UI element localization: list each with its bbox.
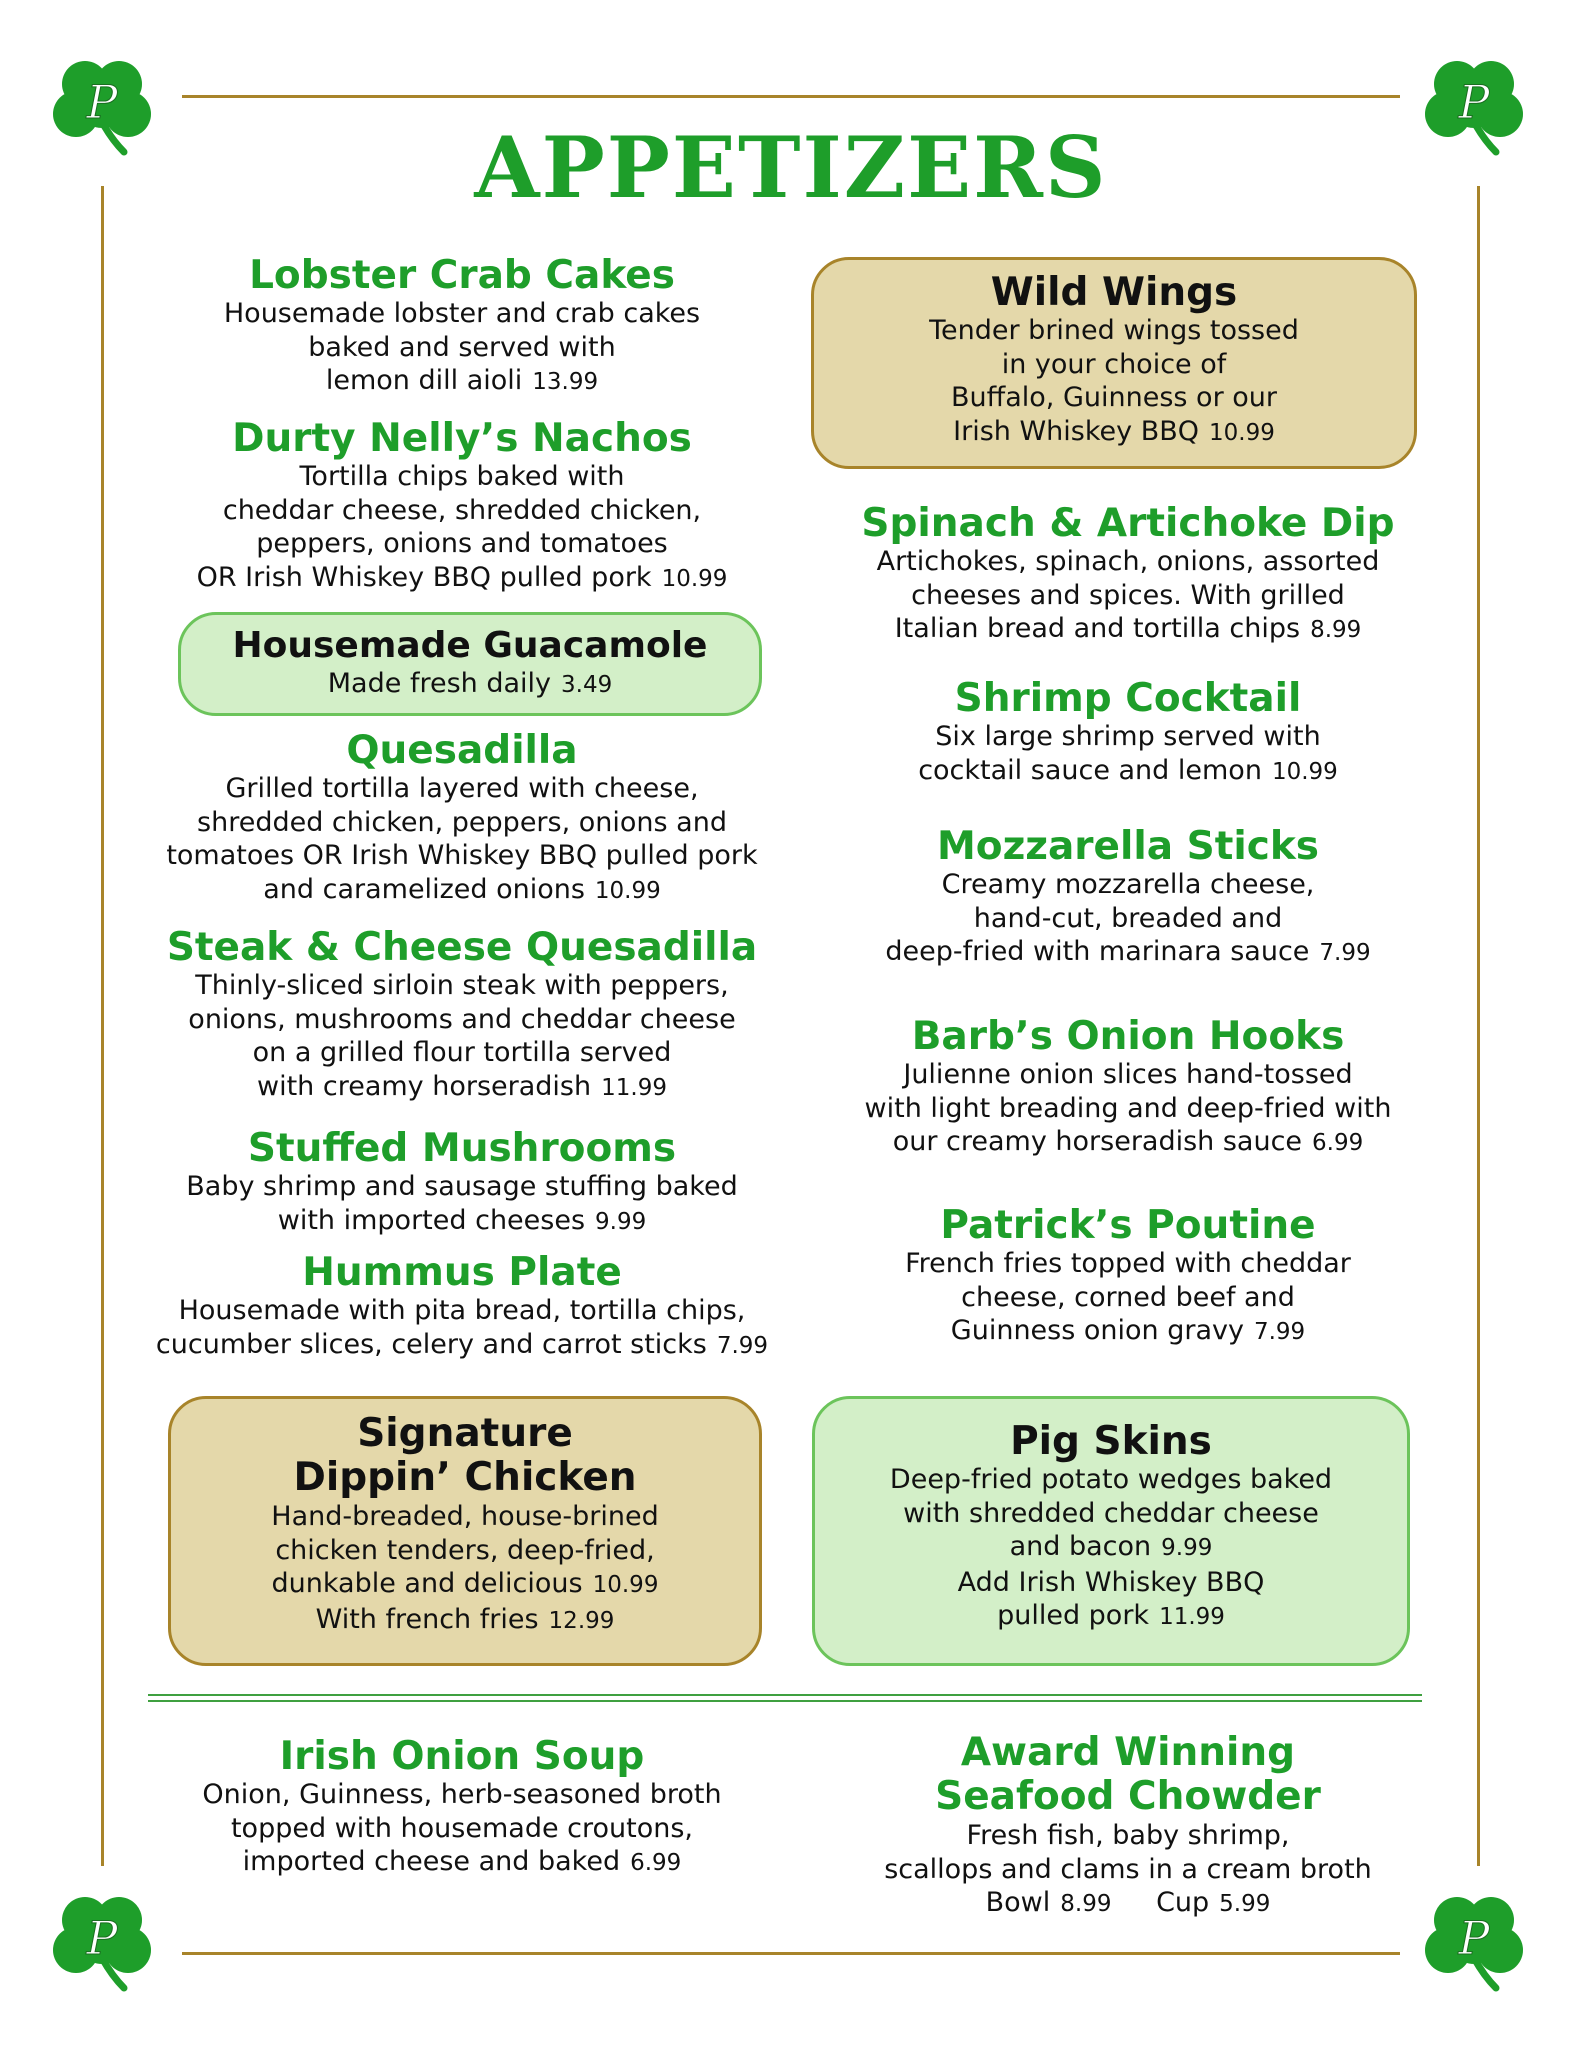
menu-item-quesadilla	[150, 730, 774, 908]
item-desc-line: with shredded cheddar cheese	[903, 1497, 1319, 1529]
item-desc-line: Italian bread and tortilla chips	[894, 613, 1301, 644]
item-desc-line: cocktail sauce and lemon	[918, 754, 1262, 786]
item-name: Spinach & Artichoke Dip	[861, 501, 1395, 546]
menu-item-steak-cheese-quesadilla	[150, 927, 774, 1105]
item-price: 10.99	[661, 565, 728, 592]
menu-item-pig-skins	[812, 1421, 1410, 1635]
item-price: 7.99	[1319, 940, 1371, 966]
menu-item-onion-hooks	[800, 1016, 1456, 1161]
cup-label: Cup	[1156, 1887, 1210, 1918]
item-desc-line: onions, mushrooms and cheddar cheese	[188, 1003, 736, 1035]
item-desc-line: Fresh fish, baby shrimp,	[966, 1820, 1290, 1851]
divider-line	[148, 1694, 1422, 1696]
item-name: Quesadilla	[346, 728, 578, 773]
item-price: 12.99	[548, 1607, 615, 1634]
item-desc-line: imported cheese and baked	[242, 1846, 621, 1877]
item-desc-line: With french fries	[315, 1603, 539, 1635]
item-price: 9.99	[1161, 1535, 1213, 1561]
item-desc-line: Add Irish Whiskey BBQ	[957, 1566, 1265, 1598]
item-price: 10.99	[594, 877, 661, 904]
item-desc-line: shredded chicken, peppers, onions and	[197, 806, 727, 838]
item-price: 9.99	[595, 1208, 647, 1235]
item-desc-line: in your choice of	[1001, 348, 1227, 380]
item-desc-line: French fries topped with cheddar	[905, 1248, 1351, 1279]
right-border-line	[1477, 186, 1480, 1866]
item-name: Barb’s Onion Hooks	[911, 1014, 1345, 1059]
item-price: 7.99	[1253, 1319, 1306, 1345]
item-price: 13.99	[532, 369, 599, 395]
top-border-line	[182, 95, 1400, 98]
menu-item-stuffed-mushrooms	[150, 1128, 774, 1239]
logo-letter: P	[1458, 1911, 1490, 1965]
item-desc-line: our creamy horseradish sauce	[892, 1126, 1303, 1157]
item-desc-line: pulled pork	[997, 1600, 1150, 1631]
menu-item-shrimp-cocktail	[800, 678, 1456, 789]
item-name: Housemade Guacamole	[232, 625, 708, 666]
item-price: 8.99	[1310, 617, 1362, 643]
item-desc-line: Onion, Guinness, herb-seasoned broth	[202, 1779, 722, 1810]
item-desc-line: Housemade with pita bread, tortilla chips,	[178, 1295, 746, 1326]
divider-line	[148, 1700, 1422, 1702]
item-desc-line: cheddar cheese, shredded chicken,	[222, 494, 702, 526]
item-desc-line: topped with housemade croutons,	[230, 1812, 694, 1844]
item-desc-line: Deep-fried potato wedges baked	[889, 1464, 1333, 1495]
item-desc-line: cucumber slices, celery and carrot sticks	[155, 1328, 707, 1360]
cup-price: 5.99	[1219, 1891, 1271, 1917]
item-name: Hummus Plate	[302, 1250, 622, 1295]
item-desc-line: Artichokes, spinach, onions, assorted	[876, 546, 1380, 577]
item-desc-line: and caramelized onions	[263, 873, 585, 905]
bowl-price: 8.99	[1060, 1891, 1112, 1917]
item-name: Pig Skins	[1010, 1419, 1212, 1464]
item-desc-line: Grilled tortilla layered with cheese,	[225, 773, 699, 804]
item-desc-line: with light breading and deep-fried with	[864, 1092, 1392, 1124]
item-name: Wild Wings	[990, 270, 1238, 315]
page-title: APPETIZERS	[474, 118, 1108, 217]
item-desc-line: Creamy mozzarella cheese,	[941, 869, 1315, 900]
item-price: 7.99	[716, 1332, 769, 1359]
item-name: Lobster Crab Cakes	[249, 253, 675, 298]
item-desc-line: Irish Whiskey BBQ	[953, 415, 1199, 447]
item-desc-line: Buffalo, Guinness or our	[951, 382, 1277, 413]
item-desc-line: Hand-breaded, house-brined	[271, 1501, 659, 1532]
item-name: Steak & Cheese Quesadilla	[166, 925, 758, 970]
item-desc-line: Tortilla chips baked with	[299, 461, 625, 492]
menu-item-poutine	[800, 1205, 1456, 1350]
item-desc-line: tomatoes OR Irish Whiskey BBQ pulled pork	[166, 840, 758, 871]
item-name: Patrick’s Poutine	[940, 1203, 1316, 1248]
item-desc-line: Guinness onion gravy	[950, 1315, 1244, 1346]
item-desc-line: with creamy horseradish	[257, 1070, 592, 1102]
bowl-label: Bowl	[985, 1887, 1051, 1918]
item-desc-line: peppers, onions and tomatoes	[256, 528, 668, 559]
item-name: Seafood Chowder	[935, 1774, 1321, 1819]
item-name: Dippin’ Chicken	[293, 1455, 637, 1500]
item-desc-line: baked and served with	[308, 331, 616, 363]
menu-item-lobster-crab-cakes	[150, 255, 774, 400]
item-price: 10.99	[1271, 758, 1338, 785]
item-desc-line: Tender brined wings tossed	[929, 315, 1299, 346]
logo-letter: P	[86, 1911, 118, 1965]
item-price: 6.99	[1312, 1130, 1364, 1156]
item-desc-line: dunkable and delicious	[271, 1568, 583, 1599]
logo-letter: P	[1458, 75, 1490, 129]
item-desc-line: Baby shrimp and sausage stuffing baked	[186, 1171, 738, 1202]
item-desc-line: Housemade lobster and crab cakes	[223, 298, 701, 329]
bottom-border-line	[182, 1952, 1400, 1955]
menu-item-hummus-plate	[140, 1252, 784, 1363]
menu-item-nachos	[150, 418, 774, 596]
item-desc-line: with imported cheeses	[277, 1204, 586, 1236]
item-price: 3.49	[561, 672, 613, 698]
item-desc-line: hand-cut, breaded and	[973, 902, 1283, 934]
item-price: 11.99	[601, 1074, 667, 1101]
item-price: 6.99	[630, 1850, 682, 1876]
item-price: 11.99	[1159, 1604, 1225, 1630]
item-name: Stuffed Mushrooms	[247, 1126, 677, 1171]
menu-item-mozzarella-sticks	[800, 826, 1456, 971]
item-price: 10.99	[592, 1572, 659, 1598]
item-desc-line: on a grilled flour tortilla served	[252, 1037, 672, 1068]
item-name: Shrimp Cocktail	[954, 676, 1302, 721]
item-desc-line: cheeses and spices. With grilled	[911, 579, 1345, 611]
item-name: Mozzarella Sticks	[936, 824, 1319, 869]
item-name: Signature	[357, 1411, 573, 1456]
item-desc-line: scallops and clams in a cream broth	[884, 1853, 1372, 1885]
logo-letter: P	[86, 75, 118, 129]
item-desc-line: Thinly-sliced sirloin steak with peppers,	[195, 970, 729, 1001]
item-desc-line: and bacon	[1009, 1531, 1152, 1562]
left-border-line	[101, 186, 104, 1866]
item-price: 10.99	[1209, 419, 1275, 446]
menu-item-guacamole	[178, 625, 762, 703]
menu-item-spinach-artichoke-dip	[800, 503, 1456, 648]
menu-item-wild-wings	[811, 272, 1417, 450]
item-desc-line: Made fresh daily	[327, 668, 551, 699]
menu-item-dippin-chicken	[168, 1412, 762, 1638]
item-desc-line: deep-fried with marinara sauce	[885, 936, 1310, 967]
clover-logo-icon	[52, 1888, 156, 1992]
item-name: Durty Nelly’s Nachos	[232, 416, 692, 461]
item-desc-line: chicken tenders, deep-fried,	[275, 1534, 655, 1566]
item-name: Irish Onion Soup	[279, 1734, 645, 1779]
item-desc-line: Julienne onion slices hand-tossed	[903, 1059, 1353, 1090]
menu-item-seafood-chowder	[800, 1731, 1456, 1922]
item-name: Award Winning	[960, 1730, 1296, 1775]
item-desc-line: Six large shrimp served with	[935, 721, 1321, 752]
item-desc-line: cheese, corned beef and	[961, 1281, 1295, 1313]
item-desc-line: OR Irish Whiskey BBQ pulled pork	[196, 561, 652, 593]
menu-item-irish-onion-soup	[150, 1736, 774, 1881]
item-desc-line: lemon dill aioli	[325, 365, 523, 396]
